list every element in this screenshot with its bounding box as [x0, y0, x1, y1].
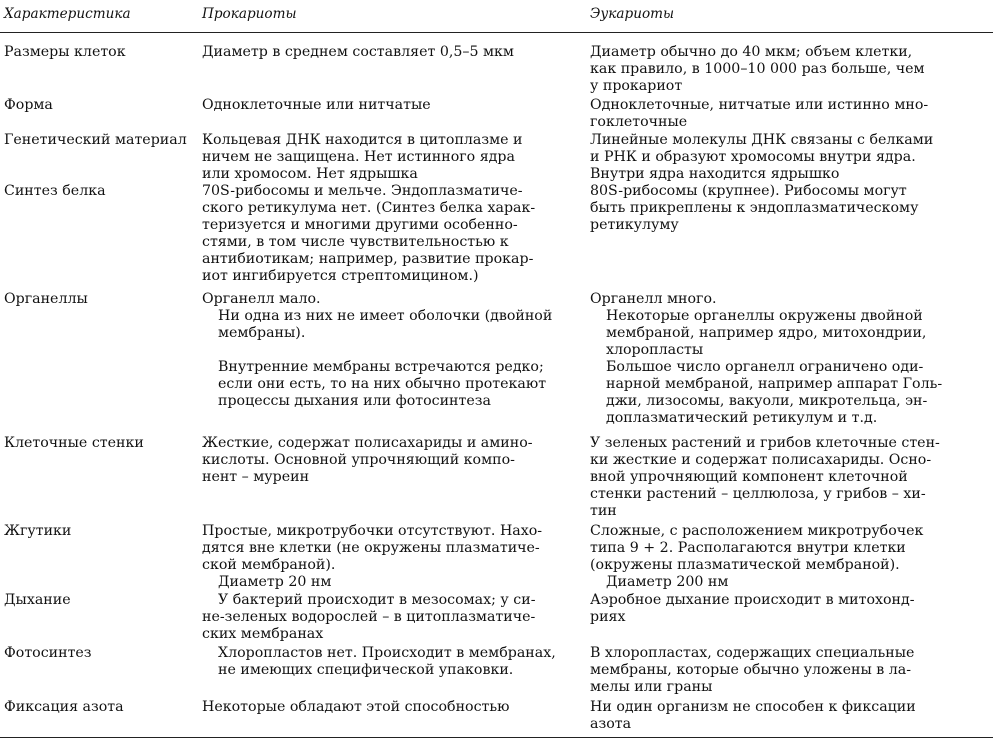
cell-line: 70S-рибосомы и мельче. Эндоплазматиче- — [202, 183, 523, 199]
row-prokaryotes-cell — [202, 645, 582, 679]
row-eukaryotes-cell — [590, 523, 990, 591]
cell-line: мембраны, которые обычно уложены в ла- — [590, 662, 912, 678]
cell-line: Одноклеточные, нитчатые или истинно мно- — [590, 97, 929, 113]
cell-line: гоклеточные — [590, 114, 688, 130]
header-prokaryotes: Прокариоты — [202, 6, 297, 22]
cell-line: ской мембраной). — [202, 557, 336, 573]
row-feature: Синтез белка — [4, 183, 106, 199]
row-prokaryotes-cell — [202, 592, 582, 643]
row-prokaryotes-cell — [202, 97, 582, 114]
cell-line: Внутренние мембраны встречаются редко; — [218, 359, 544, 375]
row-eukaryotes-cell — [590, 44, 990, 95]
cell-line — [202, 342, 582, 359]
cell-line: не-зеленых водорослей – в цитоплазматиче- — [202, 609, 536, 625]
header-rule — [0, 32, 993, 33]
cell-line: джи, лизосомы, вакуоли, микротельца, эн- — [606, 393, 928, 409]
cell-line: антибиотикам; например, развитие прокар- — [202, 251, 534, 267]
cell-line: Сложные, с расположением микротрубочек — [590, 523, 924, 539]
cell-line: теризуется и многими другими особенно- — [202, 217, 518, 233]
cell-line: нент – муреин — [202, 469, 310, 485]
row-feature: Размеры клеток — [4, 44, 126, 60]
cell-line: Одноклеточные или нитчатые — [202, 97, 431, 113]
cell-line: Диаметр 20 нм — [218, 574, 332, 590]
cell-line: процессы дыхания или фотосинтеза — [218, 393, 491, 409]
cell-line: мелы или граны — [590, 679, 713, 695]
cell-line: у прокариот — [590, 78, 683, 94]
cell-line: тин — [590, 503, 617, 519]
cell-line: 80S-рибосомы (крупнее). Рибосомы могут — [590, 183, 907, 199]
cell-line: не имеющих специфической упаковки. — [218, 662, 514, 678]
cell-line: дятся вне клетки (не окружены плазматиче- — [202, 540, 540, 556]
cell-line: хлоропласты — [606, 342, 704, 358]
cell-line: У зеленых растений и грибов клеточные стен- — [590, 435, 940, 451]
cell-line: доплазматический ретикулум и т.д. — [606, 410, 878, 426]
row-prokaryotes-cell — [202, 132, 582, 183]
cell-line: как правило, в 1000–10 000 раз больше, чем — [590, 61, 925, 77]
cell-line: типа 9 + 2. Располагаются внутри клетки — [590, 540, 906, 556]
cell-line: Органелл много. — [590, 291, 717, 307]
row-feature: Органеллы — [4, 291, 88, 307]
cell-line: Простые, микротрубочки отсутствуют. Нахо- — [202, 523, 543, 539]
cell-line: иот ингибируется стрептомицином.) — [202, 268, 479, 284]
cell-line: Кольцевая ДНК находится в цитоплазме и — [202, 132, 523, 148]
row-prokaryotes-cell — [202, 291, 582, 410]
row-feature: Форма — [4, 97, 53, 113]
cell-line: Некоторые обладают этой способностью — [202, 699, 510, 715]
row-prokaryotes-cell — [202, 183, 582, 285]
cell-line: или хромосом. Нет ядрышка — [202, 166, 418, 182]
row-eukaryotes-cell — [590, 183, 990, 234]
cell-line: мембраны). — [218, 325, 306, 341]
row-feature: Дыхание — [4, 592, 71, 608]
row-feature: Клеточные стенки — [4, 435, 144, 451]
row-eukaryotes-cell — [590, 435, 990, 520]
row-eukaryotes-cell — [590, 97, 990, 131]
row-feature: Жгутики — [4, 523, 72, 539]
cell-line: Диаметр обычно до 40 мкм; объем клетки, — [590, 44, 913, 60]
cell-line: Ни один организм не способен к фиксации — [590, 699, 916, 715]
bottom-rule — [0, 737, 993, 738]
header-feature: Характеристика — [4, 6, 131, 22]
cell-line: Жесткие, содержат полисахариды и амино- — [202, 435, 533, 451]
cell-line: вной упрочняющий компонент клеточной — [590, 469, 908, 485]
cell-line: мембраной, например ядро, митохондрии, — [606, 325, 927, 341]
row-feature: Фотосинтез — [4, 645, 92, 661]
row-prokaryotes-cell — [202, 44, 582, 61]
cell-line: Органелл мало. — [202, 291, 321, 307]
header-eukaryotes: Эукариоты — [590, 6, 675, 22]
cell-line: стями, в том числе чувствительностью к — [202, 234, 509, 250]
cell-line: Диаметр в среднем составляет 0,5–5 мкм — [202, 44, 514, 60]
cell-line: Большое число органелл ограничено оди- — [606, 359, 924, 375]
cell-line: У бактерий происходит в мезосомах; у си- — [218, 592, 536, 608]
cell-line: ки жесткие и содержат полисахариды. Осно- — [590, 452, 932, 468]
cell-line: нарной мембраной, например аппарат Голь- — [606, 376, 943, 392]
cell-line: стенки растений – целлюлоза, у грибов – хи- — [590, 486, 926, 502]
cell-line: (окружены плазматической мембраной). — [590, 557, 900, 573]
row-eukaryotes-cell — [590, 592, 990, 626]
cell-line: кислоты. Основной упрочняющий компо- — [202, 452, 515, 468]
cell-line: Ни одна из них не имеет оболочки (двойной — [218, 308, 553, 324]
cell-line: если они есть, то на них обычно протекают — [218, 376, 547, 392]
cell-line: Некоторые органеллы окружены двойной — [606, 308, 923, 324]
cell-line: ских мембранах — [202, 626, 324, 642]
cell-line: В хлоропластах, содержащих специальные — [590, 645, 915, 661]
row-prokaryotes-cell — [202, 699, 582, 716]
cell-line: и РНК и образуют хромосомы внутри ядра. — [590, 149, 916, 165]
cell-line: азота — [590, 716, 632, 732]
cell-line: риях — [590, 609, 626, 625]
row-feature: Генетический материал — [4, 132, 187, 148]
row-eukaryotes-cell — [590, 645, 990, 696]
row-eukaryotes-cell — [590, 699, 990, 733]
row-eukaryotes-cell — [590, 291, 990, 427]
row-eukaryotes-cell — [590, 132, 990, 183]
cell-line: Хлоропластов нет. Происходит в мембранах, — [218, 645, 556, 661]
cell-line: Диаметр 200 нм — [606, 574, 729, 590]
cell-line: Линейные молекулы ДНК связаны с белками — [590, 132, 934, 148]
cell-line: ского ретикулума нет. (Синтез белка харак- — [202, 200, 536, 216]
row-prokaryotes-cell — [202, 523, 582, 591]
cell-line: ничем не защищена. Нет истинного ядра — [202, 149, 515, 165]
cell-line: Внутри ядра находится ядрышко — [590, 166, 840, 182]
cell-line: быть прикреплены к эндоплазматическому — [590, 200, 919, 216]
cell-line: ретикулуму — [590, 217, 679, 233]
row-feature: Фиксация азота — [4, 699, 124, 715]
row-prokaryotes-cell — [202, 435, 582, 486]
cell-line: Аэробное дыхание происходит в митохонд- — [590, 592, 915, 608]
